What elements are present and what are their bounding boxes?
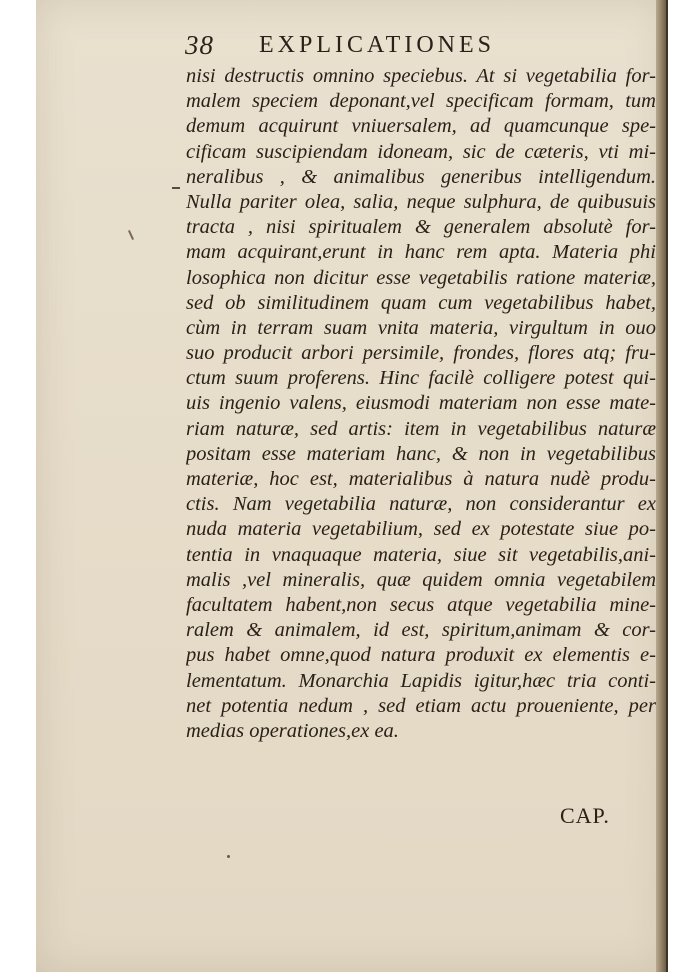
text-line: pus habet omne,quod natura produxit ex elementis e- (186, 644, 656, 667)
text-line: cificam suscipiendam idoneam, sic de cæteris, vti mi- (186, 140, 656, 163)
text-line: ctum suum proferens. Hinc facilè colligere potest qui- (186, 367, 656, 390)
text-line: uis ingenio valens, eiusmodi materiam non esse mate- (186, 392, 656, 415)
page-header (185, 30, 585, 64)
text-line: tentia in vnaquaque materia, siue sit vegetabilis,ani- (186, 543, 656, 566)
text-line: malem speciem deponant,vel specificam formam, tum (186, 90, 656, 113)
text-line: cùm in terram suam vnita materia, virgultum in ouo (186, 316, 656, 339)
text-line: nuda materia vegetabilium, sed ex potestate siue po- (186, 518, 656, 541)
text-line: ralem & animalem, id est, spiritum,animam & cor- (186, 619, 656, 642)
text-line: malis ,vel mineralis, quæ quidem omnia vegetabilem (186, 568, 656, 591)
text-line: medias operationes,ex ea. (186, 719, 399, 742)
text-line: riam naturæ, sed artis: item in vegetabilibus naturæ (186, 417, 656, 440)
text-line: suo producit arbori persimile, frondes, flores atq; fru- (186, 342, 656, 365)
text-line: Nulla pariter olea, salia, neque sulphura, de quibusuis (186, 190, 656, 213)
margin-mark (172, 187, 180, 189)
text-line: losophica non dicitur esse vegetabilis ratione materiæ, (186, 266, 656, 289)
gutter-edge (666, 0, 668, 972)
text-line: ctis. Nam vegetabilia naturæ, non considerantur ex (186, 493, 656, 516)
text-line: mam acquirant,erunt in hanc rem apta. Materia phi (186, 241, 656, 264)
page-number: 38 (185, 30, 214, 60)
text-line: tracta , nisi spiritualem & generalem absolutè for- (186, 216, 656, 239)
text-line: nisi destructis omnino speciebus. At si vegetabilia for- (186, 65, 656, 87)
text-line: positam esse materiam hanc, & non in vegetabilibus (186, 442, 656, 465)
ink-speck (227, 855, 230, 858)
text-line: lementatum. Monarchia Lapidis igitur,hæc tria conti- (186, 669, 656, 692)
catchword: CAP. (560, 803, 610, 828)
running-head: EXPLICATIONES (259, 32, 495, 58)
book-gutter (656, 0, 666, 972)
text-line: neralibus , & animalibus generibus intelligendum. (186, 165, 656, 188)
text-line: demum acquirunt vniuersalem, ad quamcunque spe- (186, 115, 656, 138)
text-line: sed ob similitudinem quam cum vegetabilibus habet, (186, 291, 656, 314)
text-line: net potentia nedum , sed etiam actu proueniente, per (186, 694, 656, 717)
text-line: facultatem habent,non secus atque vegetabilia mine- (186, 593, 656, 616)
body-text (186, 64, 656, 744)
text-line: materiæ, hoc est, materialibus à natura nudè produ- (186, 468, 656, 490)
